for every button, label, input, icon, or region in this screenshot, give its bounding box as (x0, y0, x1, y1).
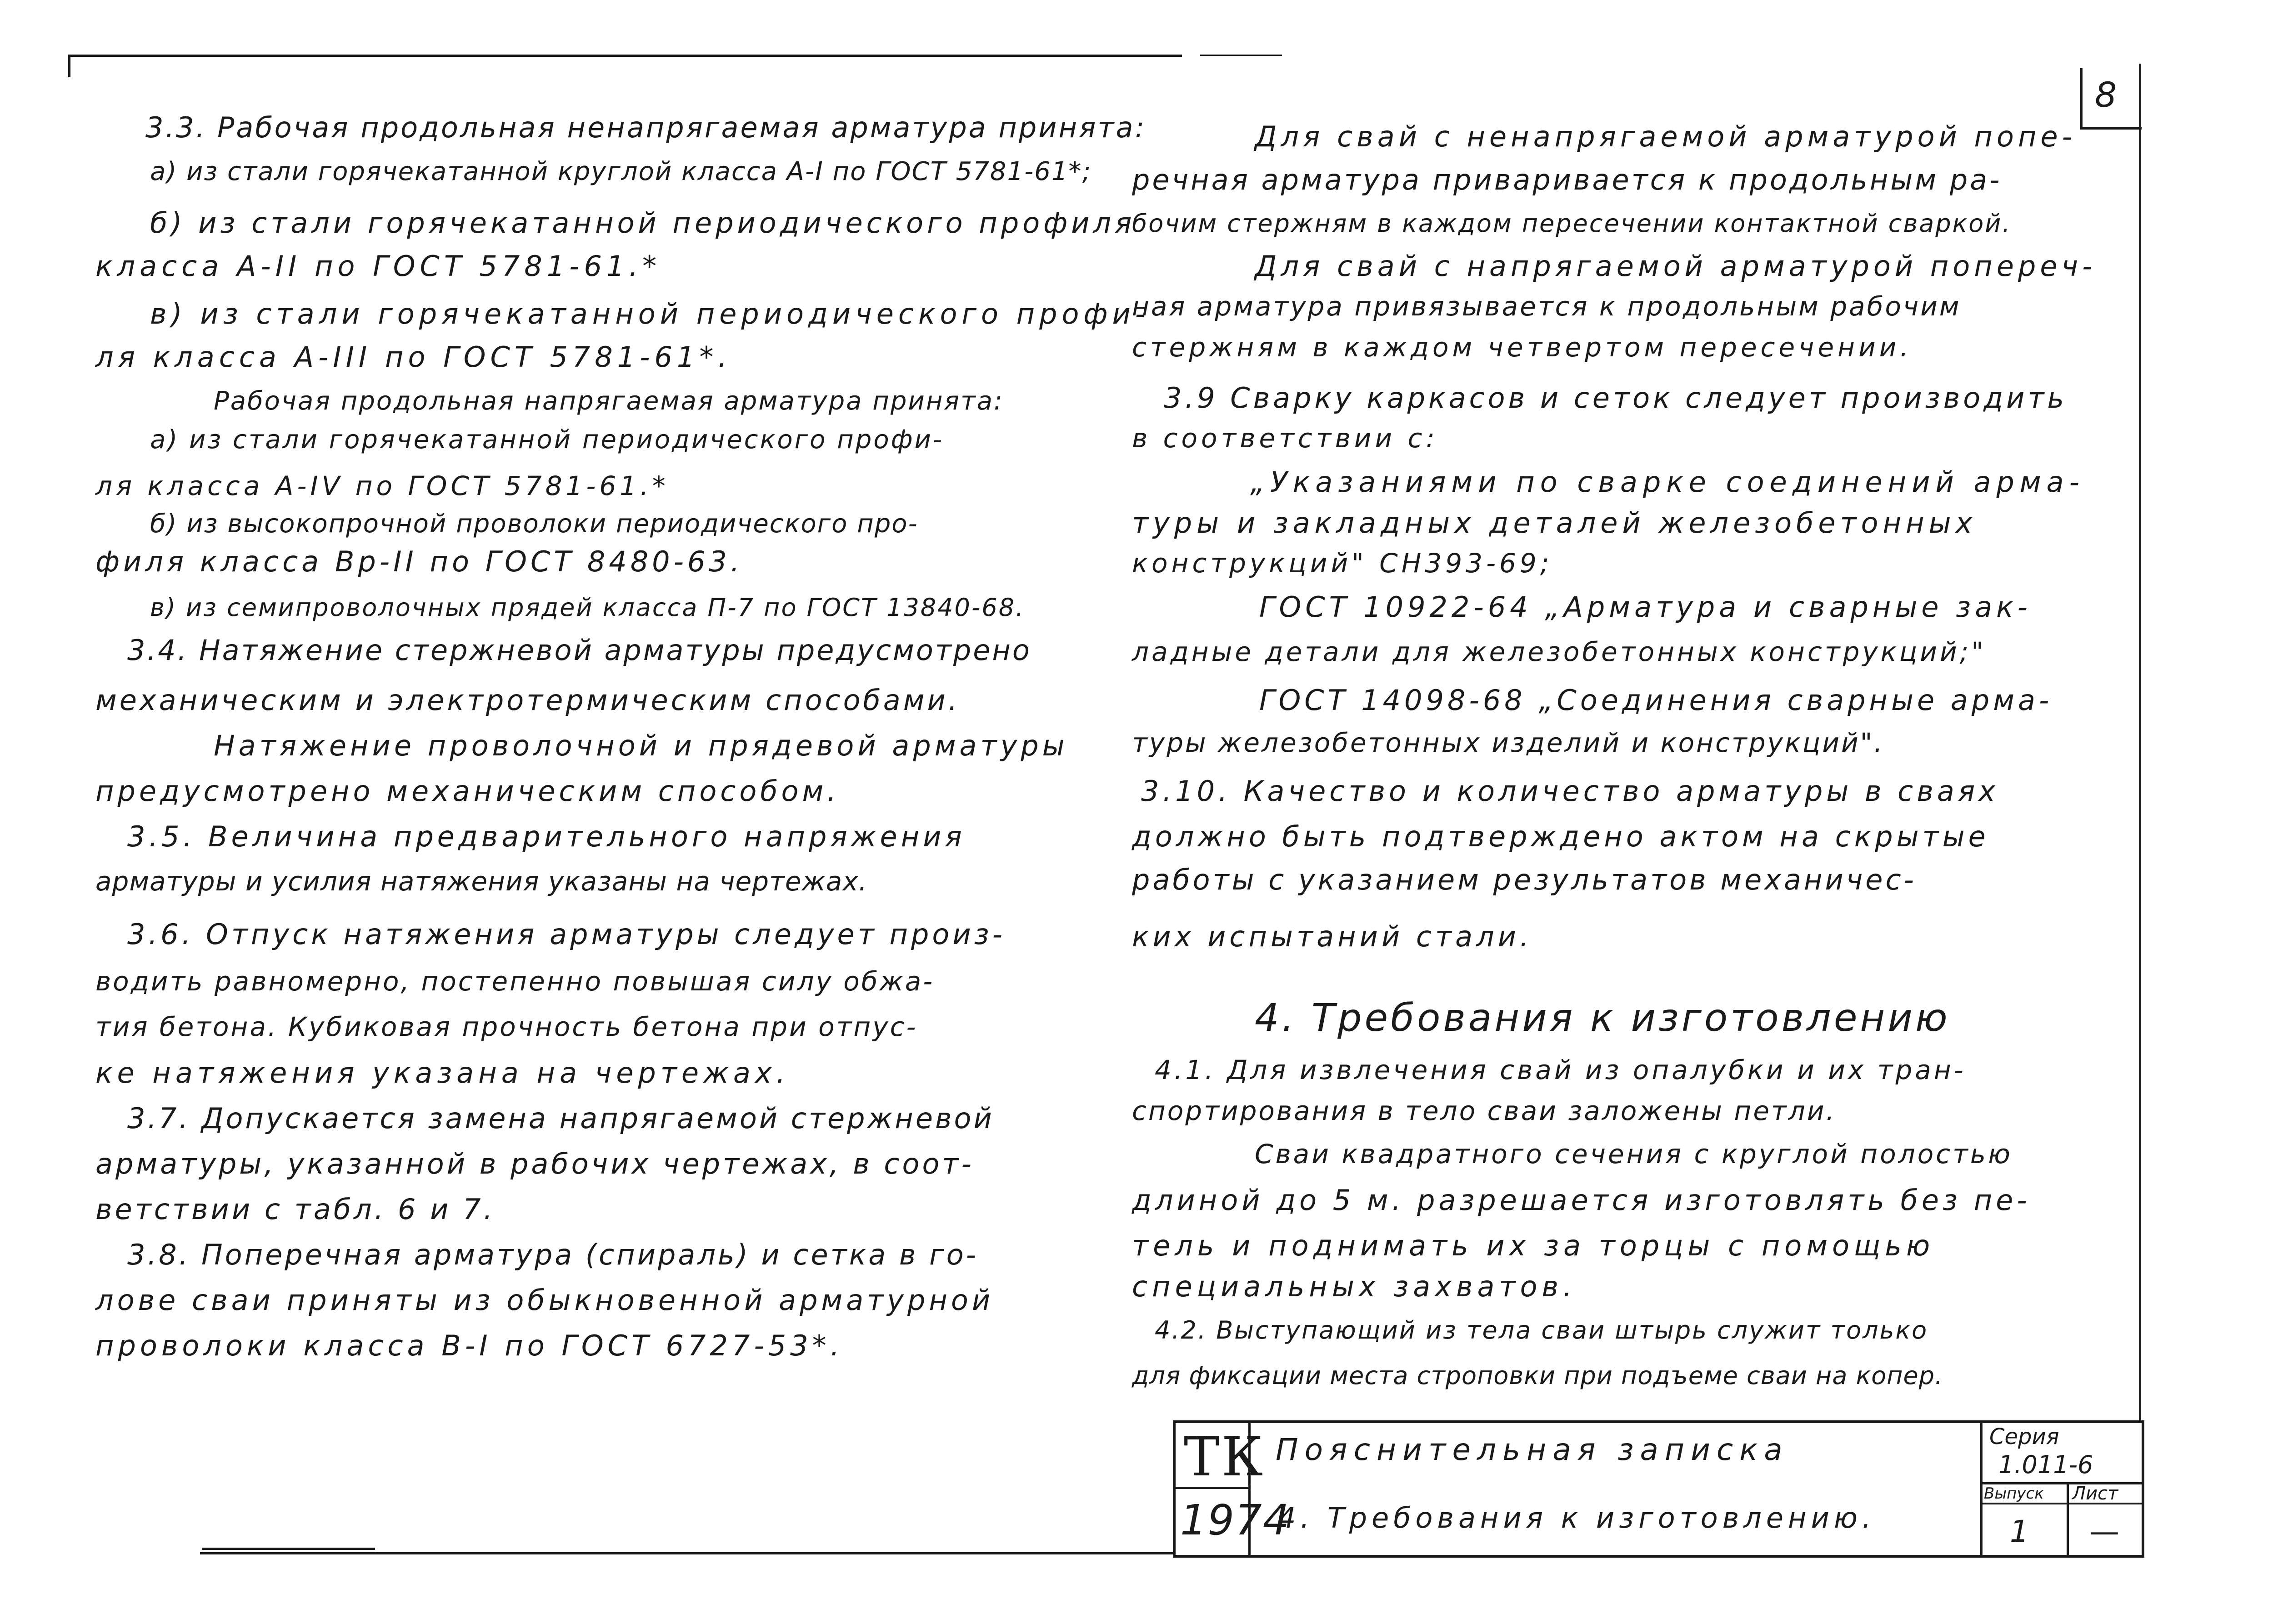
right-col-line: бочим стержням в каждом пересечении контактной сваркой. (1132, 209, 2012, 238)
left-col-line: 3.4. Натяжение стержневой арматуры предусмотрено (127, 634, 1031, 667)
title-block-series-value: 1.011-6 (1998, 1450, 2093, 1479)
left-col-line: арматуры и усилия натяжения указаны на чертежах. (95, 866, 868, 897)
sec4-line: 4.2. Выступающий из тела сваи штырь служит только (1155, 1316, 1928, 1344)
title-block-series-label: Серия (1989, 1424, 2059, 1449)
left-col-line: ля класса А-III по ГОСТ 5781-61*. (95, 340, 732, 374)
right-col-line: в соответствии с: (1132, 423, 1439, 454)
left-col-line: водить равномерно, постепенно повышая силу обжа- (95, 966, 935, 997)
left-col-line: ке натяжения указана на чертежах. (95, 1056, 790, 1089)
sec4-line: для фиксации места строповки при подъеме сваи на копер. (1132, 1361, 1943, 1390)
right-col-line: ладные детали для железобетонных конструкций;" (1132, 636, 1986, 667)
left-col-line: тия бетона. Кубиковая прочность бетона при отпус- (95, 1011, 918, 1042)
right-col-line: ГОСТ 14098-68 „Соединения сварные арма- (1259, 684, 2053, 717)
title-block-doc-title: Пояснительная записка (1276, 1432, 1789, 1467)
title-block-year: 1974 (1180, 1496, 1291, 1544)
left-col-line: 3.8. Поперечная арматура (спираль) и сетка в го- (127, 1238, 979, 1271)
left-col-line: в) из стали горячекатанной периодического профи- (150, 297, 1150, 330)
left-col-line: проволоки класса В-I по ГОСТ 6727-53*. (95, 1329, 844, 1362)
left-col-line: класса А-II по ГОСТ 5781-61.* (95, 250, 661, 283)
right-col-line: конструкций" СН393-69; (1132, 548, 1553, 579)
right-border-rule (2139, 64, 2141, 1550)
top-border-tick (68, 55, 70, 77)
top-border-rule (68, 55, 1182, 57)
title-block-sheet-value: — (2089, 1514, 2119, 1549)
left-col-line: а) из стали горячекатанной периодического профи- (150, 425, 944, 455)
right-col-line: работы с указанием результатов механичес- (1132, 863, 1917, 896)
right-col-line: 3.9 Сварку каркасов и сеток следует производить (1164, 381, 2068, 415)
right-col-line: ГОСТ 10922-64 „Арматура и сварные зак- (1259, 590, 2032, 624)
left-col-line: б) из стали горячекатанной периодического профиля (150, 206, 1136, 240)
right-col-line: 3.10. Качество и количество арматуры в сваях (1141, 775, 1999, 808)
right-col-line: ких испытаний стали. (1132, 920, 1532, 953)
left-col-line: лове сваи приняты из обыкновенной арматурной (95, 1284, 994, 1317)
right-col-line: Для свай с напрягаемой арматурой попереч- (1255, 250, 2097, 283)
left-col-line: а) из стали горячекатанной круглой класса А-I по ГОСТ 5781-61*; (150, 157, 1092, 186)
right-col-line: должно быть подтверждено актом на скрытые (1132, 820, 1989, 853)
left-col-line: филя класса Вр-II по ГОСТ 8480-63. (95, 545, 743, 578)
section-heading: 4. Требования к изготовлению (1255, 995, 1950, 1040)
right-col-line: туры и закладных деталей железобетонных (1132, 506, 1977, 540)
title-block-issue-value: 1 (2010, 1514, 2029, 1549)
title-block-section-title: 4. Требования к изготовлению. (1278, 1501, 1876, 1534)
sheet-number: 8 (2095, 75, 2117, 115)
left-col-line: ветствии с табл. 6 и 7. (95, 1193, 496, 1226)
bottom-left-rule (202, 1548, 375, 1550)
left-col-line: предусмотрено механическим способом. (95, 775, 840, 808)
left-col-line: 3.5. Величина предварительного напряжения (127, 820, 966, 853)
right-col-line: ная арматура привязывается к продольным рабочим (1132, 291, 1961, 322)
sec4-line: 4.1. Для извлечения свай из опалубки и их тран- (1155, 1054, 1966, 1085)
left-col-line: арматуры, указанной в рабочих чертежах, в соот- (95, 1147, 974, 1180)
left-col-line: 3.3. Рабочая продольная ненапрягаемая арматура принята: (145, 111, 1147, 144)
left-col-line: б) из высокопрочной проволоки периодического про- (150, 509, 918, 539)
title-block-org: ТК (1184, 1425, 1265, 1488)
left-col-line: ля класса А-IV по ГОСТ 5781-61.* (95, 470, 669, 501)
sec4-line: спортирования в тело сваи заложены петли. (1132, 1095, 1837, 1126)
right-col-line: туры железобетонных изделий и конструкций". (1132, 727, 1884, 758)
right-col-line: Для свай с ненапрягаемой арматурой попе- (1255, 120, 2077, 153)
title-block-issue-label: Выпуск (1984, 1484, 2044, 1503)
left-col-line: механическим и электротермическим способами. (95, 684, 960, 717)
sec4-line: Сваи квадратного сечения с круглой полостью (1255, 1139, 2013, 1169)
top-border-rule-short (1200, 55, 1282, 56)
title-block-sheet-label: Лист (2072, 1483, 2118, 1504)
left-col-line: 3.7. Допускается замена напрягаемой стержневой (127, 1102, 994, 1135)
sec4-line: специальных захватов. (1132, 1270, 1577, 1303)
left-col-line: Рабочая продольная напрягаемая арматура принята: (214, 386, 1004, 416)
left-col-line: Натяжение проволочной и прядевой арматуры (214, 729, 1068, 762)
title-block (1173, 1420, 2144, 1558)
left-col-line: в) из семипроволочных прядей класса П-7 по ГОСТ 13840-68. (150, 593, 1025, 622)
sec4-line: тель и поднимать их за торцы с помощью (1132, 1229, 1935, 1262)
left-col-line: 3.6. Отпуск натяжения арматуры следует произ- (127, 918, 1006, 951)
right-col-line: стержням в каждом четвертом пересечении. (1132, 332, 1912, 363)
right-col-line: речная арматура приваривается к продольным ра- (1132, 163, 2002, 196)
right-col-line: „Указаниями по сварке соединений арма- (1250, 465, 2085, 499)
sec4-line: длиной до 5 м. разрешается изготовлять без пе- (1132, 1184, 2031, 1217)
